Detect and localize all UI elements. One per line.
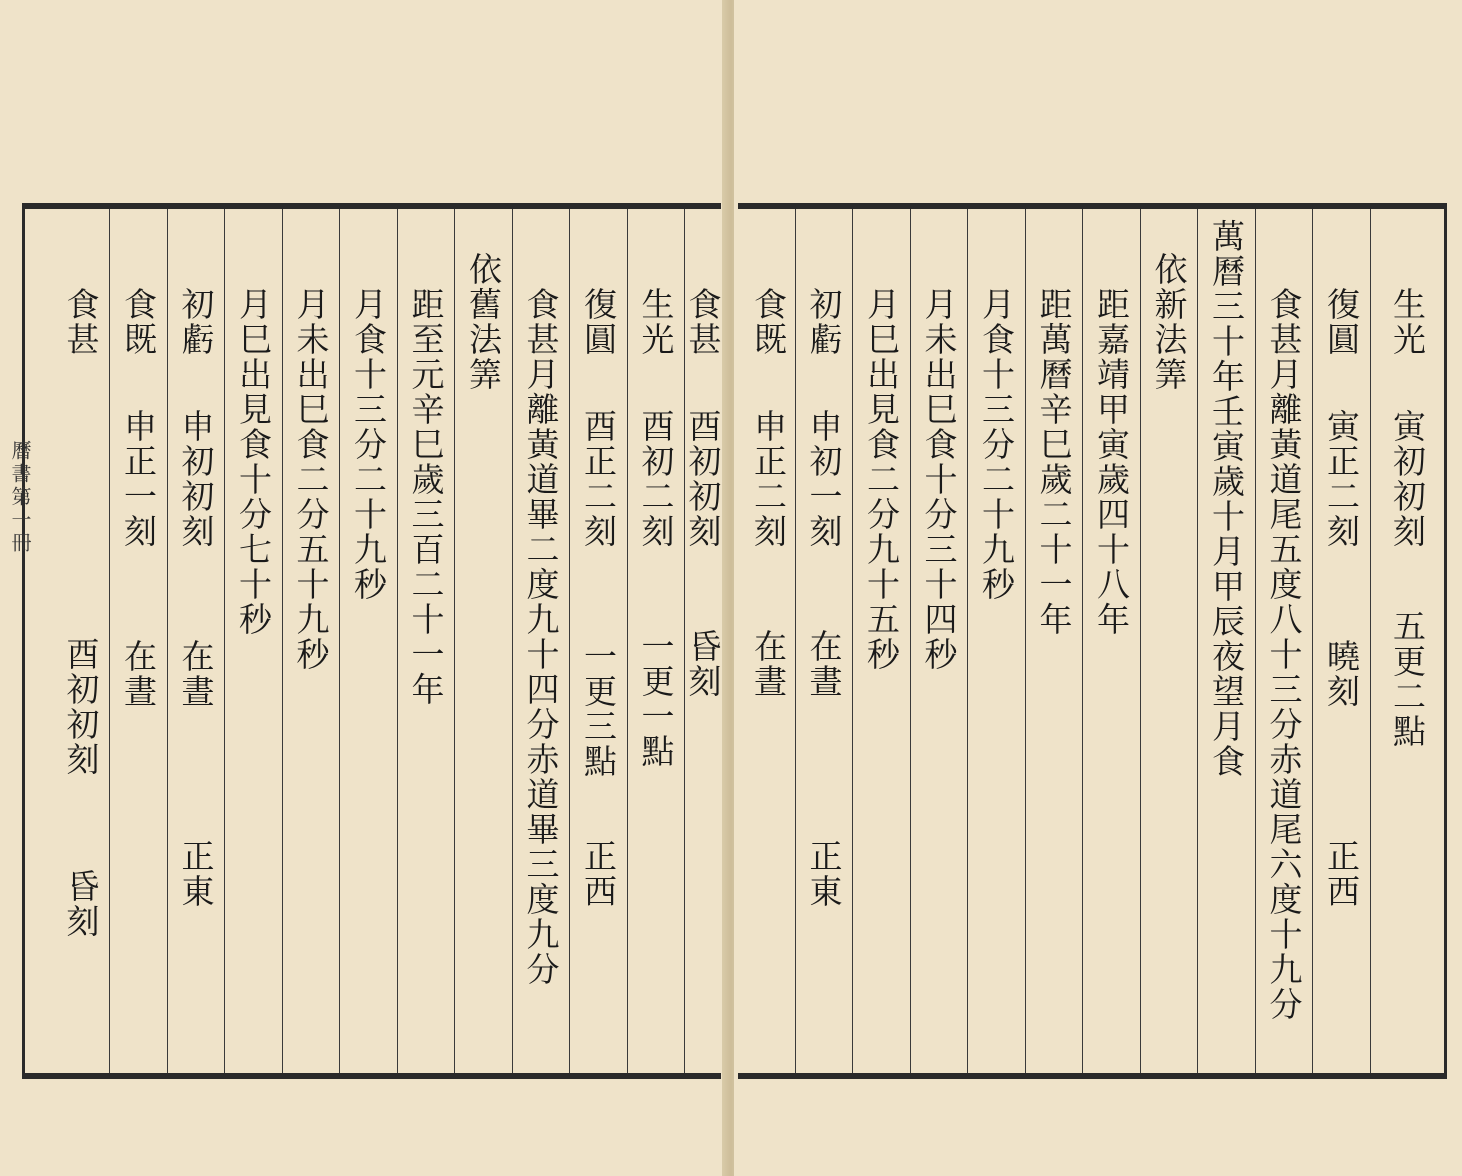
left-column-3 (168, 209, 225, 1073)
right-column-5 (968, 209, 1026, 1073)
left-edge-label: 曆書第一冊 (8, 440, 32, 555)
left-column-10-text-4: 正西 (579, 839, 618, 909)
left-column-10-text-1: 復圓 (579, 287, 618, 357)
left-column-5-text-1: 月未出巳食二分五十九秒 (291, 287, 331, 672)
left-column-2-text-2: 申正一刻 (119, 409, 158, 549)
right-column-1-text-2: 申正二刻 (749, 409, 788, 549)
right-column-2-text-2: 申初一刻 (804, 409, 844, 549)
right-column-11 (1313, 209, 1371, 1073)
right-column-5-text-1: 月食十三分二十九秒 (977, 287, 1016, 602)
right-column-7-text-1: 距嘉靖甲寅歲四十八年 (1092, 287, 1131, 637)
right-page (734, 0, 1462, 1176)
right-column-6 (1026, 209, 1083, 1073)
right-column-11-text-4: 正西 (1322, 839, 1361, 909)
right-column-1-text-1: 食既 (749, 287, 788, 357)
right-column-3 (853, 209, 911, 1073)
right-column-1 (742, 209, 796, 1073)
left-column-3-text-2: 申初初刻 (176, 409, 216, 549)
left-column-12-text-1: 食甚 (683, 287, 723, 357)
left-column-6-text-1: 月食十三分二十九秒 (349, 287, 388, 602)
right-column-11-text-2: 寅正二刻 (1322, 409, 1361, 549)
right-column-12-text-3: 五更二點 (1388, 609, 1427, 749)
left-column-11-text-2: 酉初二刻 (636, 409, 676, 549)
left-column-5 (283, 209, 340, 1073)
left-column-3-text-1: 初虧 (176, 287, 216, 357)
left-column-11-text-3: 一更一點 (636, 629, 676, 769)
left-column-3-text-4: 正東 (176, 839, 216, 909)
right-column-10 (1256, 209, 1313, 1073)
left-column-10-text-2: 酉正二刻 (579, 409, 618, 549)
left-column-11 (628, 209, 685, 1073)
right-column-11-text-1: 復圓 (1322, 287, 1361, 357)
left-column-4 (225, 209, 283, 1073)
right-page-frame (738, 203, 1447, 1079)
left-column-2-text-1: 食既 (119, 287, 158, 357)
left-page (0, 0, 728, 1176)
left-column-8-text-1: 依舊法筭 (464, 252, 503, 392)
right-column-8 (1141, 209, 1198, 1073)
right-column-8-text-1: 依新法筭 (1149, 252, 1189, 392)
left-column-4-text-1: 月巳出見食十分七十秒 (234, 287, 273, 637)
left-column-12-text-2: 酉初初刻 (683, 409, 723, 549)
right-column-11-text-3: 曉刻 (1322, 639, 1361, 709)
left-page-frame (22, 203, 721, 1079)
right-column-2-text-4: 正東 (804, 839, 844, 909)
right-column-12-text-2: 寅初初刻 (1388, 409, 1427, 549)
right-column-7 (1083, 209, 1141, 1073)
right-column-9 (1198, 209, 1256, 1073)
left-column-7 (398, 209, 455, 1073)
left-column-11-text-1: 生光 (636, 287, 676, 357)
left-column-12-text-3: 昏刻 (683, 629, 723, 699)
left-column-2 (110, 209, 168, 1073)
left-column-1 (53, 209, 110, 1073)
right-column-10-text-1: 食甚月離黃道尾五度八十三分赤道尾六度十九分 (1264, 287, 1304, 1022)
right-column-2 (796, 209, 853, 1073)
right-column-2-text-1: 初虧 (804, 287, 844, 357)
left-column-3-text-3: 在晝 (176, 639, 216, 709)
left-column-10 (570, 209, 628, 1073)
left-column-1-text-2: 酉初初刻 (61, 637, 101, 777)
left-column-2-text-3: 在晝 (119, 639, 158, 709)
left-column-9 (513, 209, 570, 1073)
left-column-7-text-1: 距至元辛巳歲三百二十一年 (406, 287, 446, 707)
left-column-12 (685, 209, 721, 1073)
right-column-1-text-3: 在晝 (749, 629, 788, 699)
right-column-3-text-1: 月巳出見食二分九十五秒 (862, 287, 901, 672)
right-column-4-text-1: 月未出巳食十分三十四秒 (919, 287, 959, 672)
left-column-8 (455, 209, 513, 1073)
left-column-1-text-3: 昏刻 (61, 869, 101, 939)
left-column-9-text-1: 食甚月離黃道畢二度九十四分赤道畢三度九分 (521, 287, 561, 987)
left-column-1-text-1: 食甚 (61, 287, 101, 357)
right-column-12-text-1: 生光 (1388, 287, 1427, 357)
right-column-9-text-1: 萬曆三十年壬寅歲十月甲辰夜望月食 (1207, 219, 1246, 779)
left-column-6 (340, 209, 398, 1073)
right-column-12 (1371, 209, 1444, 1073)
right-column-6-text-1: 距萬曆辛巳歲二十一年 (1034, 287, 1074, 637)
right-column-2-text-3: 在晝 (804, 629, 844, 699)
left-column-10-text-3: 一更三點 (579, 639, 618, 779)
right-column-4 (911, 209, 968, 1073)
